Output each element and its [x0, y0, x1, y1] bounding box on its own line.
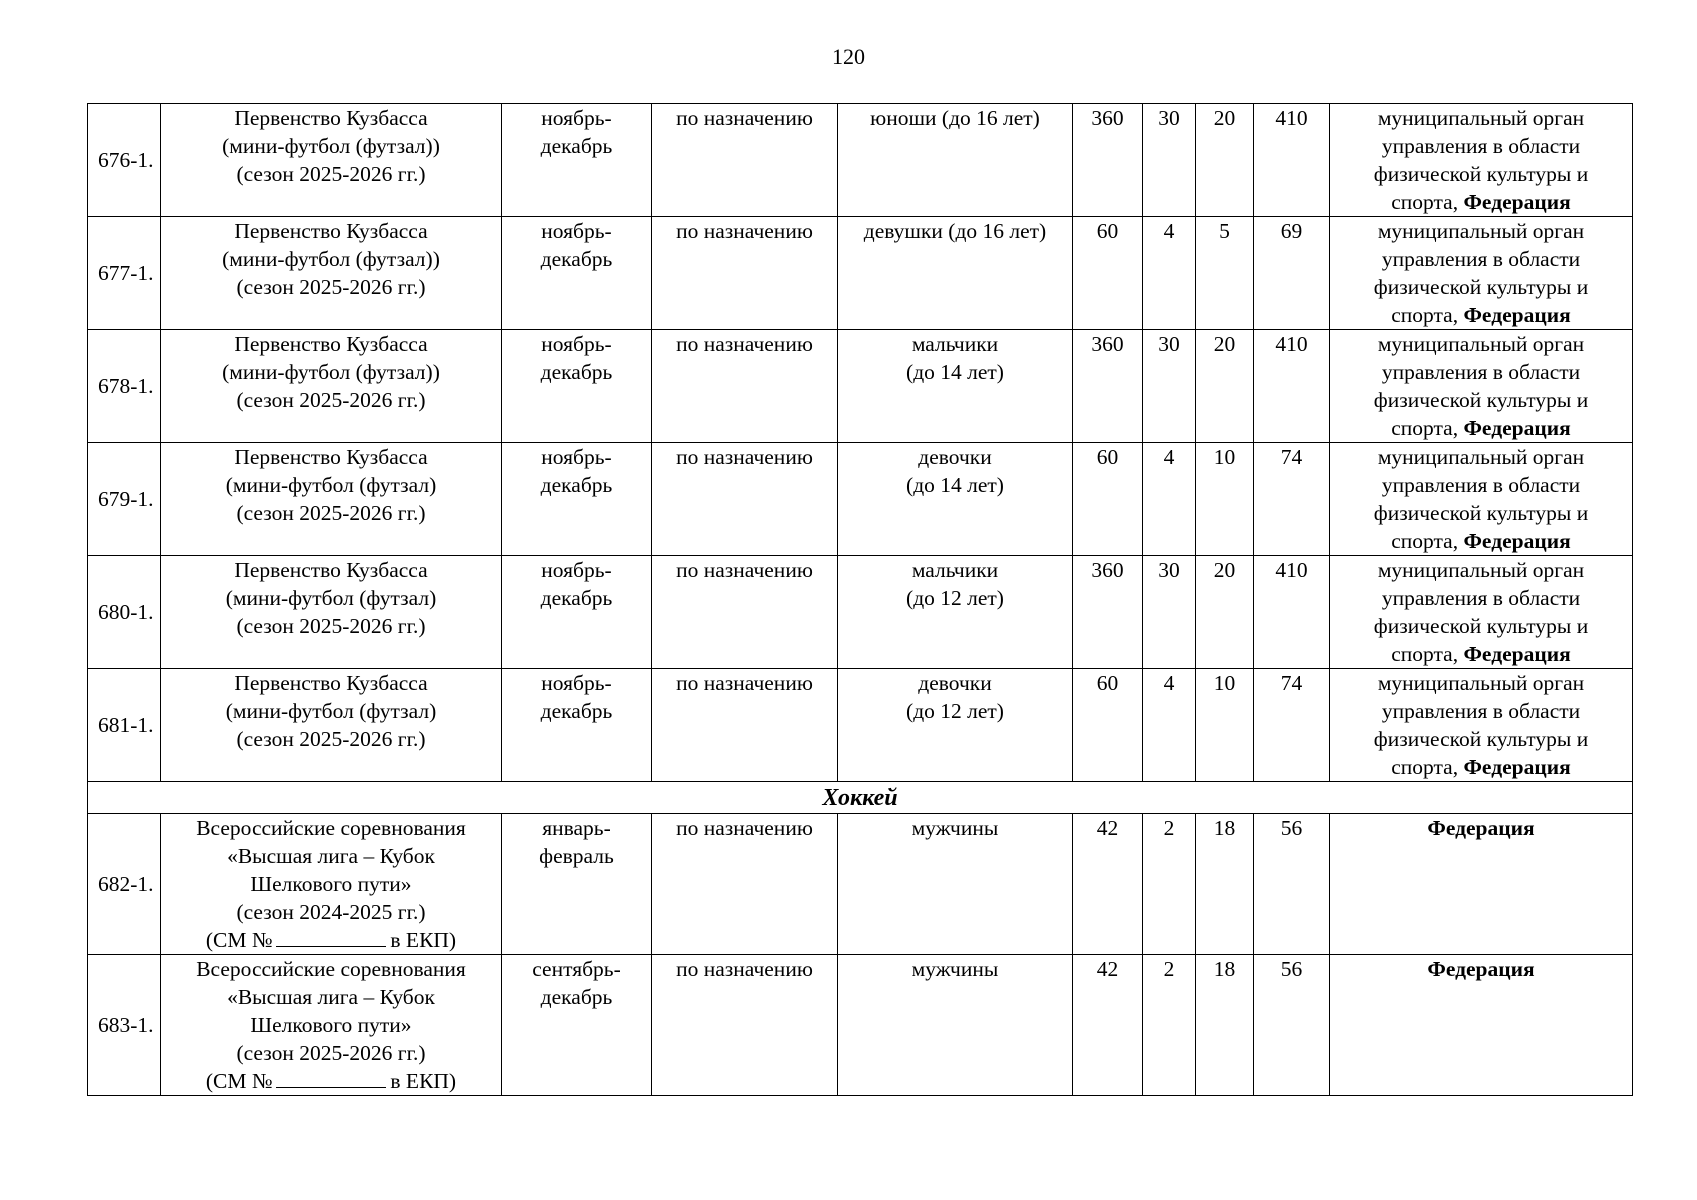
- event-name-line: Первенство Кузбасса: [234, 558, 428, 582]
- dates-line: декабрь: [540, 985, 613, 1009]
- count-1-cell: 60: [1073, 669, 1143, 782]
- organizer-federation: Федерация: [1463, 755, 1571, 779]
- category-cell: [838, 443, 1073, 556]
- dates-line: декабрь: [540, 473, 613, 497]
- organizer-cell: [1330, 330, 1633, 443]
- table-row: [88, 669, 1633, 782]
- event-name-line: Первенство Кузбасса: [234, 219, 428, 243]
- organizer-line: спорта,: [1391, 755, 1464, 779]
- organizer-line: физической культуры и: [1373, 727, 1589, 751]
- dates-cell: [502, 814, 652, 955]
- organizer-cell: [1330, 669, 1633, 782]
- event-name-cell: [161, 330, 502, 443]
- dates-line: декабрь: [540, 247, 613, 271]
- dates-line: декабрь: [540, 134, 613, 158]
- organizer-line: муниципальный орган: [1377, 445, 1585, 469]
- category-line: (до 12 лет): [906, 699, 1004, 723]
- organizer-cell: [1330, 955, 1633, 1096]
- organizer-line: управления в области: [1381, 360, 1581, 384]
- category-line: мальчики: [911, 558, 999, 582]
- event-name-line: Первенство Кузбасса: [234, 445, 428, 469]
- organizer-line: спорта,: [1391, 529, 1464, 553]
- count-3-cell: 10: [1196, 443, 1254, 556]
- table-row: [88, 814, 1633, 955]
- category-line: девочки: [918, 671, 992, 695]
- organizer-line: муниципальный орган: [1377, 332, 1585, 356]
- count-1-cell: 360: [1073, 556, 1143, 669]
- dates-cell: [502, 443, 652, 556]
- category-cell: [838, 217, 1073, 330]
- dates-line: февраль: [539, 844, 614, 868]
- count-1-cell: 60: [1073, 443, 1143, 556]
- sm-reference: [165, 1067, 497, 1095]
- event-name-line: Всероссийские соревнования: [196, 816, 466, 840]
- dates-line: декабрь: [540, 586, 613, 610]
- count-2-cell: 30: [1143, 556, 1196, 669]
- venue-cell: по назначению: [652, 955, 838, 1096]
- category-line: мужчины: [911, 957, 999, 981]
- count-3-cell: 5: [1196, 217, 1254, 330]
- organizer-cell: [1330, 104, 1633, 217]
- row-number: 682-1.: [88, 814, 161, 955]
- count-3-cell: 20: [1196, 330, 1254, 443]
- dates-line: ноябрь-: [541, 671, 612, 695]
- row-number: 676-1.: [88, 104, 161, 217]
- venue-cell: по назначению: [652, 814, 838, 955]
- organizer-line: физической культуры и: [1373, 275, 1589, 299]
- event-name-line: (мини-футбол (футзал)): [222, 247, 440, 271]
- dates-line: ноябрь-: [541, 558, 612, 582]
- count-total-cell: 410: [1254, 104, 1330, 217]
- organizer-federation: Федерация: [1463, 416, 1571, 440]
- event-name-line: (сезон 2025-2026 гг.): [236, 501, 426, 525]
- event-name-cell: [161, 443, 502, 556]
- organizer-cell: [1330, 556, 1633, 669]
- row-number: 678-1.: [88, 330, 161, 443]
- sm-prefix: (СМ №: [205, 928, 273, 952]
- count-2-cell: 2: [1143, 955, 1196, 1096]
- organizer-line: спорта,: [1391, 642, 1464, 666]
- sm-reference: [165, 926, 497, 954]
- organizer-line: управления в области: [1381, 473, 1581, 497]
- event-name-line: (мини-футбол (футзал): [225, 473, 437, 497]
- dates-line: декабрь: [540, 360, 613, 384]
- category-line: (до 14 лет): [906, 360, 1004, 384]
- category-cell: [838, 104, 1073, 217]
- count-total-cell: 74: [1254, 669, 1330, 782]
- count-2-cell: 4: [1143, 443, 1196, 556]
- count-3-cell: 10: [1196, 669, 1254, 782]
- count-1-cell: 360: [1073, 330, 1143, 443]
- section-title: Хоккей: [88, 782, 1633, 814]
- dates-cell: [502, 217, 652, 330]
- event-name-line: (сезон 2025-2026 гг.): [236, 275, 426, 299]
- event-name-line: Первенство Кузбасса: [234, 106, 428, 130]
- row-number: 680-1.: [88, 556, 161, 669]
- dates-line: январь-: [542, 816, 611, 840]
- event-name-line: (мини-футбол (футзал)): [222, 360, 440, 384]
- sm-number-blank: [276, 1067, 386, 1088]
- category-cell: [838, 556, 1073, 669]
- count-total-cell: 69: [1254, 217, 1330, 330]
- category-line: мальчики: [911, 332, 999, 356]
- event-name-cell: [161, 669, 502, 782]
- organizer-line: управления в области: [1381, 699, 1581, 723]
- event-name-line: Первенство Кузбасса: [234, 671, 428, 695]
- venue-cell: по назначению: [652, 330, 838, 443]
- category-line: юноши (до 16 лет): [870, 106, 1040, 130]
- event-name-line: (сезон 2025-2026 гг.): [236, 388, 426, 412]
- sm-suffix: в ЕКП): [390, 928, 457, 952]
- dates-line: ноябрь-: [541, 219, 612, 243]
- count-total-cell: 56: [1254, 955, 1330, 1096]
- event-name-line: (мини-футбол (футзал): [225, 699, 437, 723]
- event-name-line: Шелкового пути»: [250, 1013, 412, 1037]
- event-name-line: Шелкового пути»: [250, 872, 412, 896]
- category-cell: [838, 669, 1073, 782]
- table-row: [88, 104, 1633, 217]
- count-2-cell: 4: [1143, 669, 1196, 782]
- count-1-cell: 42: [1073, 814, 1143, 955]
- venue-cell: по назначению: [652, 443, 838, 556]
- event-name-line: Всероссийские соревнования: [196, 957, 466, 981]
- event-name-cell: [161, 814, 502, 955]
- event-name-line: (сезон 2025-2026 гг.): [236, 614, 426, 638]
- count-3-cell: 20: [1196, 556, 1254, 669]
- table-row: [88, 955, 1633, 1096]
- row-number: 677-1.: [88, 217, 161, 330]
- organizer-cell: [1330, 443, 1633, 556]
- dates-cell: [502, 104, 652, 217]
- organizer-line: муниципальный орган: [1377, 558, 1585, 582]
- dates-line: ноябрь-: [541, 445, 612, 469]
- venue-cell: по назначению: [652, 217, 838, 330]
- event-name-cell: [161, 955, 502, 1096]
- category-line: девушки (до 16 лет): [863, 219, 1047, 243]
- table-row: [88, 443, 1633, 556]
- count-2-cell: 4: [1143, 217, 1196, 330]
- category-cell: [838, 955, 1073, 1096]
- organizer-line: управления в области: [1381, 134, 1581, 158]
- organizer-federation: Федерация: [1427, 957, 1535, 981]
- organizer-line: физической культуры и: [1373, 388, 1589, 412]
- count-total-cell: 410: [1254, 330, 1330, 443]
- event-name-line: «Высшая лига – Кубок: [227, 844, 435, 868]
- category-cell: [838, 814, 1073, 955]
- count-1-cell: 60: [1073, 217, 1143, 330]
- organizer-line: физической культуры и: [1373, 162, 1589, 186]
- organizer-line: муниципальный орган: [1377, 219, 1585, 243]
- event-name-line: «Высшая лига – Кубок: [227, 985, 435, 1009]
- count-3-cell: 20: [1196, 104, 1254, 217]
- dates-line: ноябрь-: [541, 106, 612, 130]
- event-name-line: (сезон 2024-2025 гг.): [236, 900, 426, 924]
- organizer-line: спорта,: [1391, 303, 1464, 327]
- event-name-cell: [161, 217, 502, 330]
- event-name-line: (мини-футбол (футзал)): [222, 134, 440, 158]
- count-total-cell: 410: [1254, 556, 1330, 669]
- football-rows: [88, 104, 1633, 782]
- venue-cell: по назначению: [652, 104, 838, 217]
- table-row: [88, 217, 1633, 330]
- table-row: [88, 330, 1633, 443]
- sm-prefix: (СМ №: [205, 1069, 273, 1093]
- category-line: (до 12 лет): [906, 586, 1004, 610]
- section-hockey: [88, 782, 1633, 814]
- dates-cell: [502, 556, 652, 669]
- count-3-cell: 18: [1196, 955, 1254, 1096]
- organizer-federation: Федерация: [1463, 529, 1571, 553]
- organizer-federation: Федерация: [1463, 642, 1571, 666]
- event-name-line: (сезон 2025-2026 гг.): [236, 162, 426, 186]
- competitions-table: [87, 103, 1633, 1096]
- sm-number-blank: [276, 926, 386, 947]
- category-line: (до 14 лет): [906, 473, 1004, 497]
- event-name-cell: [161, 104, 502, 217]
- organizer-federation: Федерация: [1463, 303, 1571, 327]
- count-3-cell: 18: [1196, 814, 1254, 955]
- count-2-cell: 30: [1143, 104, 1196, 217]
- count-2-cell: 2: [1143, 814, 1196, 955]
- event-name-line: (мини-футбол (футзал): [225, 586, 437, 610]
- organizer-line: муниципальный орган: [1377, 671, 1585, 695]
- dates-cell: [502, 330, 652, 443]
- organizer-line: спорта,: [1391, 416, 1464, 440]
- count-2-cell: 30: [1143, 330, 1196, 443]
- organizer-cell: [1330, 814, 1633, 955]
- row-number: 681-1.: [88, 669, 161, 782]
- dates-cell: [502, 955, 652, 1096]
- count-1-cell: 360: [1073, 104, 1143, 217]
- hockey-rows: [88, 814, 1633, 1096]
- organizer-cell: [1330, 217, 1633, 330]
- venue-cell: по назначению: [652, 669, 838, 782]
- dates-line: сентябрь-: [532, 957, 621, 981]
- event-name-cell: [161, 556, 502, 669]
- organizer-line: спорта,: [1391, 190, 1464, 214]
- dates-line: ноябрь-: [541, 332, 612, 356]
- section-header-row: [88, 782, 1633, 814]
- organizer-federation: Федерация: [1427, 816, 1535, 840]
- organizer-line: физической культуры и: [1373, 614, 1589, 638]
- count-total-cell: 74: [1254, 443, 1330, 556]
- category-cell: [838, 330, 1073, 443]
- count-total-cell: 56: [1254, 814, 1330, 955]
- organizer-line: управления в области: [1381, 586, 1581, 610]
- row-number: 679-1.: [88, 443, 161, 556]
- table-row: [88, 556, 1633, 669]
- organizer-line: физической культуры и: [1373, 501, 1589, 525]
- event-name-line: Первенство Кузбасса: [234, 332, 428, 356]
- page-number: 120: [832, 44, 865, 69]
- event-name-line: (сезон 2025-2026 гг.): [236, 1041, 426, 1065]
- dates-cell: [502, 669, 652, 782]
- dates-line: декабрь: [540, 699, 613, 723]
- sm-suffix: в ЕКП): [390, 1069, 457, 1093]
- organizer-federation: Федерация: [1463, 190, 1571, 214]
- organizer-line: муниципальный орган: [1377, 106, 1585, 130]
- organizer-line: управления в области: [1381, 247, 1581, 271]
- row-number: 683-1.: [88, 955, 161, 1096]
- category-line: девочки: [918, 445, 992, 469]
- event-name-line: (сезон 2025-2026 гг.): [236, 727, 426, 751]
- venue-cell: по назначению: [652, 556, 838, 669]
- count-1-cell: 42: [1073, 955, 1143, 1096]
- category-line: мужчины: [911, 816, 999, 840]
